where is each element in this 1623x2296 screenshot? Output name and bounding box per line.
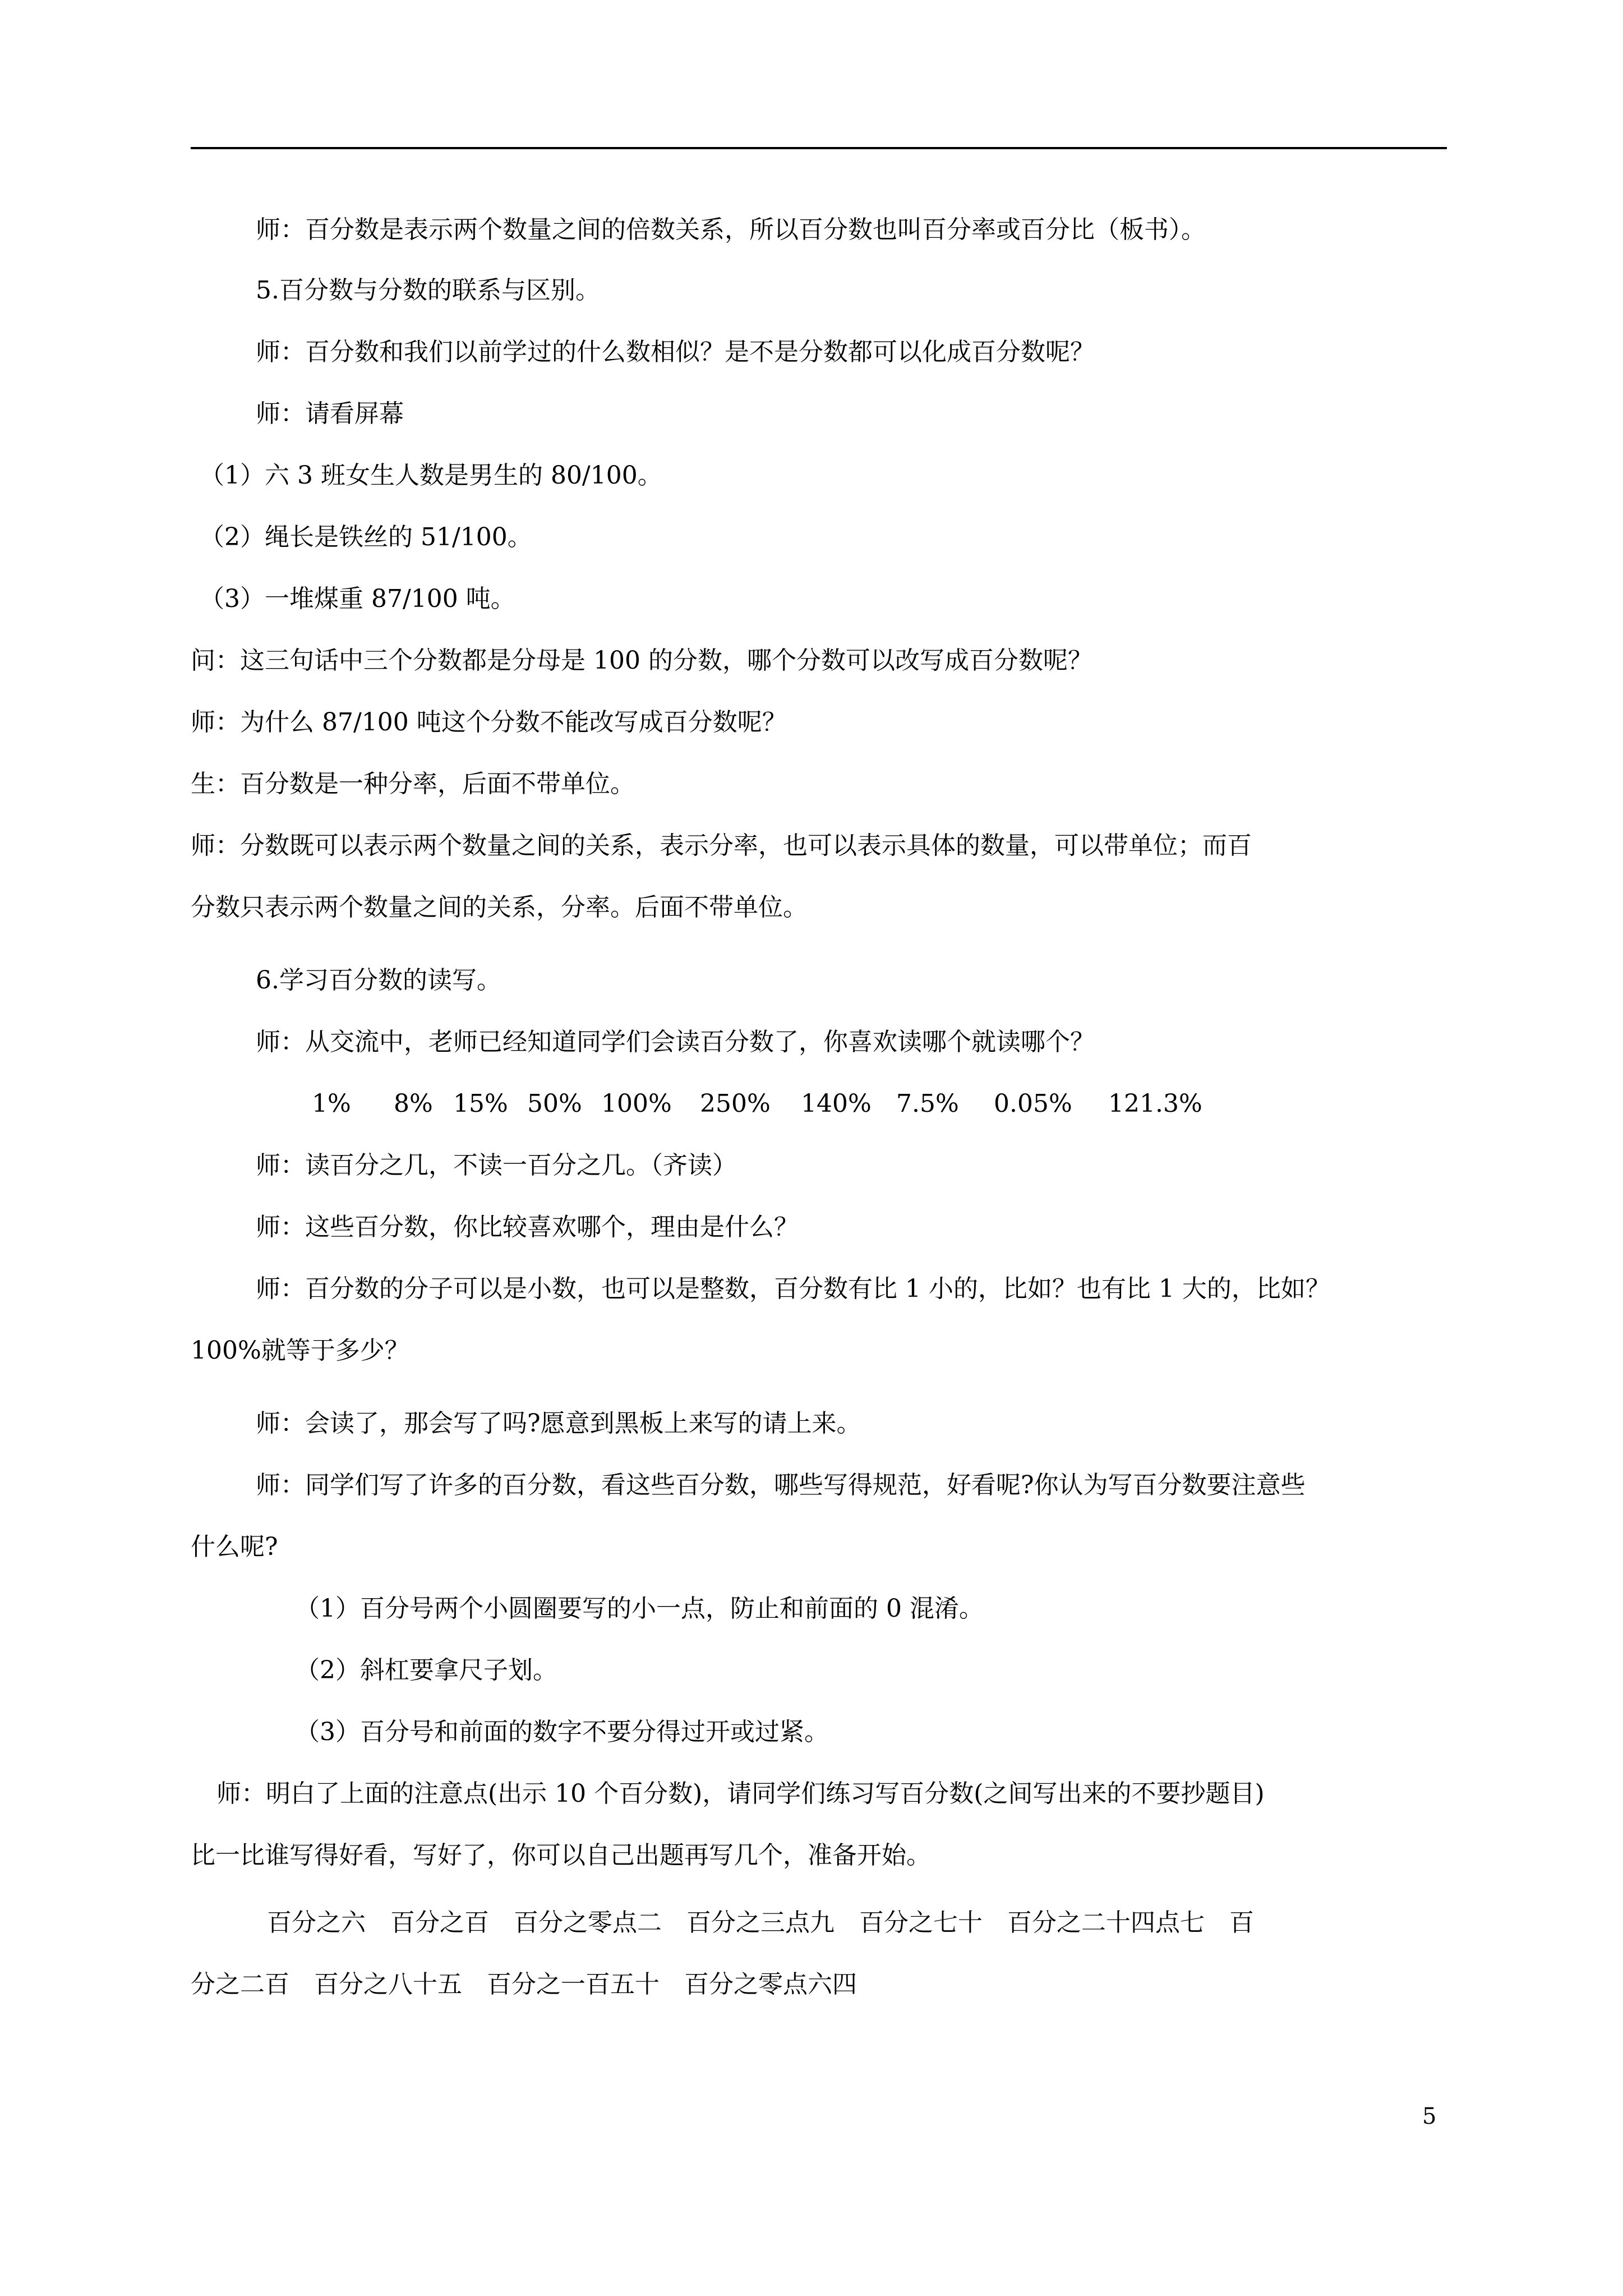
page-number: 5 (1422, 2104, 1437, 2129)
section-heading: 6.学习百分数的读写。 (256, 966, 501, 995)
text-line: 问：这三句话中三个分数都是分母是 100 的分数，哪个分数可以改写成百分数呢？ (191, 646, 1092, 675)
percent-value: 8% (394, 1089, 433, 1118)
percent-value: 250% (700, 1089, 771, 1118)
text-line: 师：读百分之几，不读一百分之几。（齐读） (256, 1151, 737, 1180)
text-line: 比一比谁写得好看，写好了，你可以自己出题再写几个，准备开始。 (191, 1841, 931, 1870)
text-line: （3）一堆煤重 87/100 吨。 (200, 585, 515, 613)
text-line: 师：为什么 87/100 吨这个分数不能改写成百分数呢？ (191, 708, 787, 737)
text-line: 100%就等于多少？ (191, 1336, 409, 1365)
percent-value: 50% (527, 1089, 582, 1118)
section-heading: 5.百分数与分数的联系与区别。 (256, 276, 600, 305)
text-line: （1）六 3 班女生人数是男生的 80/100。 (200, 461, 662, 490)
text-line: 什么呢? (191, 1533, 278, 1561)
text-line: 百分之六 百分之百 百分之零点二 百分之三点九 百分之七十 百分之二十四点七 百 (267, 1908, 1254, 1937)
header-rule (191, 147, 1447, 149)
text-line: 师：同学们写了许多的百分数，看这些百分数，哪些写得规范，好看呢?你认为写百分数要注意些 (256, 1471, 1306, 1499)
text-line: 师：百分数的分子可以是小数，也可以是整数，百分数有比 1 小的，比如？也有比 1 大的，比如？ (256, 1274, 1330, 1303)
text-line: 师：请看屏幕 (256, 399, 404, 428)
text-line: 师：明白了上面的注意点(出示 10 个百分数)，请同学们练习写百分数(之间写出来的不要抄题目) (216, 1779, 1265, 1808)
list-item: （1）百分号两个小圆圈要写的小一点，防止和前面的 0 混淆。 (295, 1594, 984, 1623)
percent-value: 7.5% (896, 1089, 959, 1118)
percent-value: 0.05% (994, 1089, 1072, 1118)
text-line: 生：百分数是一种分率，后面不带单位。 (191, 770, 635, 798)
percent-value: 15% (453, 1089, 508, 1118)
text-line: 师：会读了，那会写了吗?愿意到黑板上来写的请上来。 (256, 1409, 861, 1438)
percent-value: 121.3% (1108, 1089, 1202, 1118)
text-line: 师：百分数和我们以前学过的什么数相似？是不是分数都可以化成百分数呢？ (256, 338, 1095, 366)
text-line: 分之二百 百分之八十五 百分之一百五十 百分之零点六四 (191, 1970, 857, 1999)
text-line: 师：这些百分数，你比较喜欢哪个，理由是什么？ (256, 1213, 799, 1241)
text-line: 师：从交流中，老师已经知道同学们会读百分数了，你喜欢读哪个就读哪个？ (256, 1028, 1095, 1056)
percent-value: 100% (601, 1089, 672, 1118)
list-item: （2）斜杠要拿尺子划。 (295, 1656, 557, 1685)
percent-value: 1% (312, 1089, 351, 1118)
list-item: （3）百分号和前面的数字不要分得过开或过紧。 (295, 1718, 829, 1746)
percent-value: 140% (801, 1089, 872, 1118)
text-line: 师：百分数是表示两个数量之间的倍数关系，所以百分数也叫百分率或百分比（板书）。 (256, 215, 1206, 244)
text-line: 分数只表示两个数量之间的关系，分率。后面不带单位。 (191, 893, 808, 922)
text-line: （2）绳长是铁丝的 51/100。 (200, 523, 532, 551)
text-line: 师：分数既可以表示两个数量之间的关系，表示分率，也可以表示具体的数量，可以带单位；而百 (191, 831, 1252, 860)
